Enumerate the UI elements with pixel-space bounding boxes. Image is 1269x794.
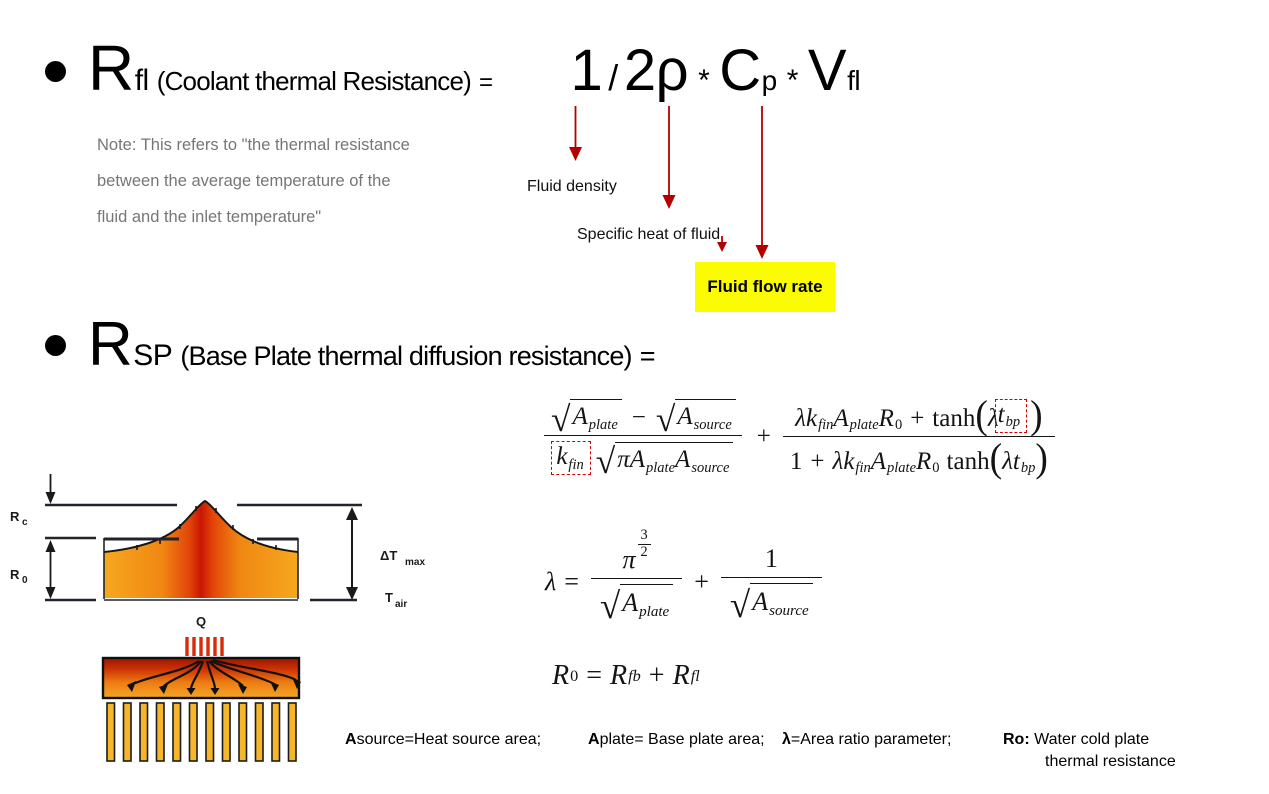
arrow-stems <box>576 106 763 245</box>
sub-source: source <box>769 602 809 619</box>
fraction-2-denominator <box>783 436 1055 481</box>
label-dtmax-sub: max <box>405 557 426 568</box>
paren-close: ) <box>1030 393 1043 438</box>
var-A: A <box>752 587 769 617</box>
label-q: Q <box>196 614 207 629</box>
legend-item-r0 <box>1003 731 1149 749</box>
sqrt-A-plate <box>551 398 622 439</box>
formula-rsp-main <box>538 393 1059 482</box>
legend-item-aplate <box>588 731 765 749</box>
radical-sign: √ <box>729 584 751 626</box>
tok-two-rho: 2ρ <box>623 38 689 103</box>
var-lambda: λ <box>832 447 844 475</box>
fraction-one <box>721 544 822 626</box>
op-plus: + <box>694 566 709 596</box>
sub-plate: plate <box>849 417 879 434</box>
rsp-equals: = <box>639 341 656 371</box>
note-line: fluid and the inlet temperature" <box>97 208 322 226</box>
note-line: between the average temperature of the <box>97 172 391 190</box>
fraction-pi <box>591 526 682 627</box>
temperature-bell-fill <box>104 501 298 598</box>
var-A: A <box>833 404 849 432</box>
legend-item-asource <box>345 731 541 749</box>
op-plus: + <box>910 404 925 432</box>
sub-plate: plate <box>646 459 676 476</box>
tok-slash: / <box>608 57 618 98</box>
heat-flux-dashes <box>187 637 222 656</box>
legend-item-lambda <box>782 731 951 749</box>
var-t: t <box>997 401 1005 428</box>
tok-C-sub: p <box>761 65 777 96</box>
legend-bold: A <box>588 731 600 748</box>
radicand <box>615 442 733 475</box>
label-specific-heat: Specific heat of fluid <box>577 226 721 243</box>
sub-fb: fb <box>628 666 641 685</box>
tok-star: * <box>698 64 710 97</box>
var-A: A <box>675 446 691 474</box>
var-lambda: λ <box>545 566 557 596</box>
var-R: R <box>916 447 932 475</box>
formula-lambda <box>545 526 826 627</box>
legend-bold: λ <box>782 731 791 748</box>
tok-C: C <box>719 38 761 103</box>
sub-source: source <box>693 416 732 433</box>
op-plus: + <box>810 447 825 475</box>
sqrt-pi-Aplate-Asource <box>595 441 734 482</box>
op-equals: = <box>564 566 579 596</box>
fraction-2-numerator <box>788 393 1050 438</box>
legend-bold: Ro: <box>1003 731 1030 748</box>
label-fluid-density: Fluid density <box>527 178 617 195</box>
var-t: t <box>1012 447 1020 475</box>
sub-source: source <box>691 459 730 476</box>
label-tair: T <box>385 590 393 605</box>
rfl-description: (Coolant thermal Resistance) <box>156 66 472 96</box>
fin-array <box>107 703 296 761</box>
label-rc: R <box>10 509 20 524</box>
var-A: A <box>572 403 588 431</box>
exp-num: 3 <box>640 526 648 543</box>
note-paragraph <box>97 127 477 235</box>
op-plus: + <box>756 423 771 451</box>
var-k: k <box>805 404 818 432</box>
sqrt-A-source <box>655 398 736 439</box>
legend-text: plate= Base plate area; <box>599 731 765 748</box>
num-one: 1 <box>764 544 778 574</box>
var-R: R <box>610 660 628 691</box>
fn-tanh: tanh <box>946 447 990 475</box>
sub-zero: 0 <box>932 460 940 477</box>
tok-star: * <box>786 64 798 97</box>
label-tair-sub: air <box>395 599 408 610</box>
label-r0: R <box>10 567 20 582</box>
exponent-three-halves <box>638 528 651 560</box>
fraction-one-denominator <box>721 577 822 626</box>
radicand <box>750 583 813 619</box>
var-pi: π <box>617 446 630 474</box>
rfl-heading <box>88 32 861 104</box>
var-lambda: λ <box>1002 447 1013 475</box>
sub-plate: plate <box>887 460 917 477</box>
formula-r0 <box>552 660 700 692</box>
sub-zero: 0 <box>570 666 579 685</box>
highlight-fluid-flow-rate <box>695 262 835 312</box>
rsp-symbol-sub: SP <box>133 339 173 372</box>
fraction-1-numerator <box>542 398 745 439</box>
sub-plate: plate <box>588 416 618 433</box>
sub-fl: fl <box>690 666 700 685</box>
var-k: k <box>556 443 568 471</box>
label-dtmax: ΔT <box>380 548 398 563</box>
paren-close: ) <box>1035 436 1048 481</box>
legend-bold: A <box>345 731 357 748</box>
fraction-2 <box>783 393 1055 481</box>
sub-bp: bp <box>1020 460 1036 477</box>
var-A: A <box>629 446 646 474</box>
fn-tanh: tanh <box>932 404 976 432</box>
radical-sign: √ <box>595 441 616 482</box>
bullet-icon <box>45 61 66 82</box>
sub-fin: fin <box>568 456 584 473</box>
fraction-pi-denominator <box>591 578 682 627</box>
rfl-equals: = <box>479 69 493 96</box>
var-k: k <box>843 447 855 475</box>
legend-text: source=Heat source area; <box>356 731 542 748</box>
radical-sign: √ <box>551 398 571 439</box>
var-R: R <box>672 660 690 691</box>
var-A: A <box>677 403 693 431</box>
var-A: A <box>870 447 887 475</box>
rfl-symbol-sub: fl <box>134 64 149 97</box>
radicand <box>675 399 735 432</box>
dashed-box-tbp <box>995 399 1027 433</box>
op-plus: + <box>648 660 665 691</box>
paren-open: ( <box>975 393 988 438</box>
radicand <box>570 399 621 432</box>
label-rc-sub: c <box>22 517 28 528</box>
op-equals: = <box>586 660 603 691</box>
tok-V-sub: fl <box>847 65 861 96</box>
var-lambda: λ <box>795 404 806 432</box>
label-r0-sub: 0 <box>22 575 28 586</box>
rfl-symbol: R <box>88 32 134 104</box>
rsp-heading <box>88 310 656 379</box>
paren-open: ( <box>989 436 1003 481</box>
fraction-1-denominator <box>544 435 742 482</box>
var-A: A <box>622 588 639 618</box>
sub-zero: 0 <box>894 417 903 434</box>
note-line: Note: This refers to "the thermal resistance <box>97 136 410 154</box>
exp-den: 2 <box>638 544 651 561</box>
sqrt-A-source <box>729 583 813 626</box>
sub-fin: fin <box>855 460 871 477</box>
legend-text: Water cold plate <box>1029 731 1150 748</box>
var-pi: π <box>622 545 636 575</box>
fraction-1 <box>542 398 745 482</box>
rsp-symbol: R <box>88 310 133 379</box>
radical-sign: √ <box>599 585 621 627</box>
dashed-box-kfin <box>551 441 590 475</box>
legend-text: =Area ratio parameter; <box>790 731 952 748</box>
radicand <box>620 584 673 620</box>
sqrt-A-plate <box>599 584 673 627</box>
var-R: R <box>552 660 570 691</box>
op-minus: − <box>631 404 646 432</box>
var-lambda: λ <box>987 404 999 432</box>
sub-fin: fin <box>818 417 834 434</box>
rsp-description: (Base Plate thermal diffusion resistance) <box>180 341 632 371</box>
sub-bp: bp <box>1005 414 1021 431</box>
bullet-icon <box>45 335 66 356</box>
fraction-pi-numerator <box>616 526 658 578</box>
tok-one: 1 <box>570 38 603 103</box>
legend-item-r0-line2: thermal resistance <box>1045 753 1176 770</box>
num-one: 1 <box>789 447 803 475</box>
tok-V: V <box>807 38 847 103</box>
label-fluid-flow-rate: Fluid flow rate <box>707 277 823 296</box>
radical-sign: √ <box>655 398 676 439</box>
var-R: R <box>878 404 894 432</box>
sub-plate: plate <box>639 603 670 620</box>
fraction-one-numerator <box>758 544 785 577</box>
